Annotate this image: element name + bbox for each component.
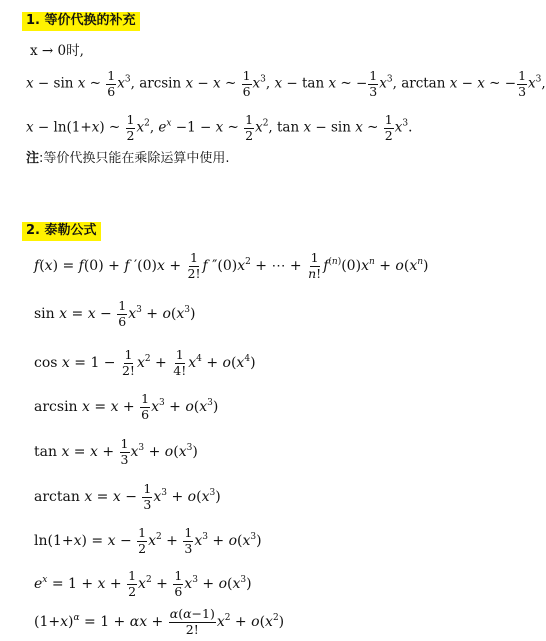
section-1-heading: 1. 等价代换的补充 bbox=[22, 12, 140, 31]
usage-note bbox=[26, 150, 230, 168]
taylor-tan: tan x = x + $\frac{1}{3}$ $x^3 + o(x^3)$ bbox=[34, 436, 198, 467]
taylor-ln: ln(1+x) = x − $\frac{1}{2}$ $x^2$ + $\frac{1}{3}$ $x^3 + o(x^3)$ bbox=[34, 525, 262, 556]
taylor-arcsin: arcsin x = x + $\frac{1}{6}$ $x^3 + o(x^3)$ bbox=[34, 391, 219, 422]
taylor-general-formula: f(x) = f(0) + f ′(0)x + $\frac{1}{2!}$ f $''(0)x^2$ + ⋯ + $\frac{1}{n!}$ $f^{(n)}(0)x^n + o(x^n)$ bbox=[34, 250, 429, 281]
limit-condition: x → 0时, bbox=[30, 43, 84, 59]
equivalence-line-2: x − ln(1+x) ~ $\frac{1}{2}$ $x^2$, $e^x -1 - x$ ~ $\frac{1}{2}$ $x^2$, tan x − sin x ~ $\frac{1}{2}$ $x^3$. bbox=[26, 112, 413, 143]
equivalence-line-1: x − sin x ~ $\frac{1}{6}$ $x^3$, arcsin x − x ~ $\frac{1}{6}$ $x^3$, x − tan x ~ − $\frac{1}{3}$ $x^3$, arctan x − x ~ − $\frac{1}{3}$ $x^3$, bbox=[26, 68, 546, 99]
taylor-arctan: arctan x = x − $\frac{1}{3}$ $x^3 + o(x^3)$ bbox=[34, 481, 221, 512]
taylor-exp: $e^x = 1 + x$ + $\frac{1}{2}$ $x^2$ + $\frac{1}{6}$ $x^3 + o(x^3)$ bbox=[34, 568, 252, 599]
section-2-heading: 2. 泰勒公式 bbox=[22, 222, 101, 241]
taylor-cos: cos x = 1 − $\frac{1}{2!}$ $x^2$ + $\frac{1}{4!}$ $x^4 + o(x^4)$ bbox=[34, 347, 256, 378]
taylor-binomial: $(1+x)^\alpha = 1 + \alpha x$ + $\frac{\alpha(\alpha-1)}{2!}$ $x^2 + o(x^2)$ bbox=[34, 606, 285, 637]
note-label: 注 bbox=[26, 151, 40, 166]
taylor-sin: sin x = x − $\frac{1}{6}$ $x^3 + o(x^3)$ bbox=[34, 298, 196, 329]
note-text: :等价代换只能在乘除运算中使用. bbox=[39, 151, 230, 166]
